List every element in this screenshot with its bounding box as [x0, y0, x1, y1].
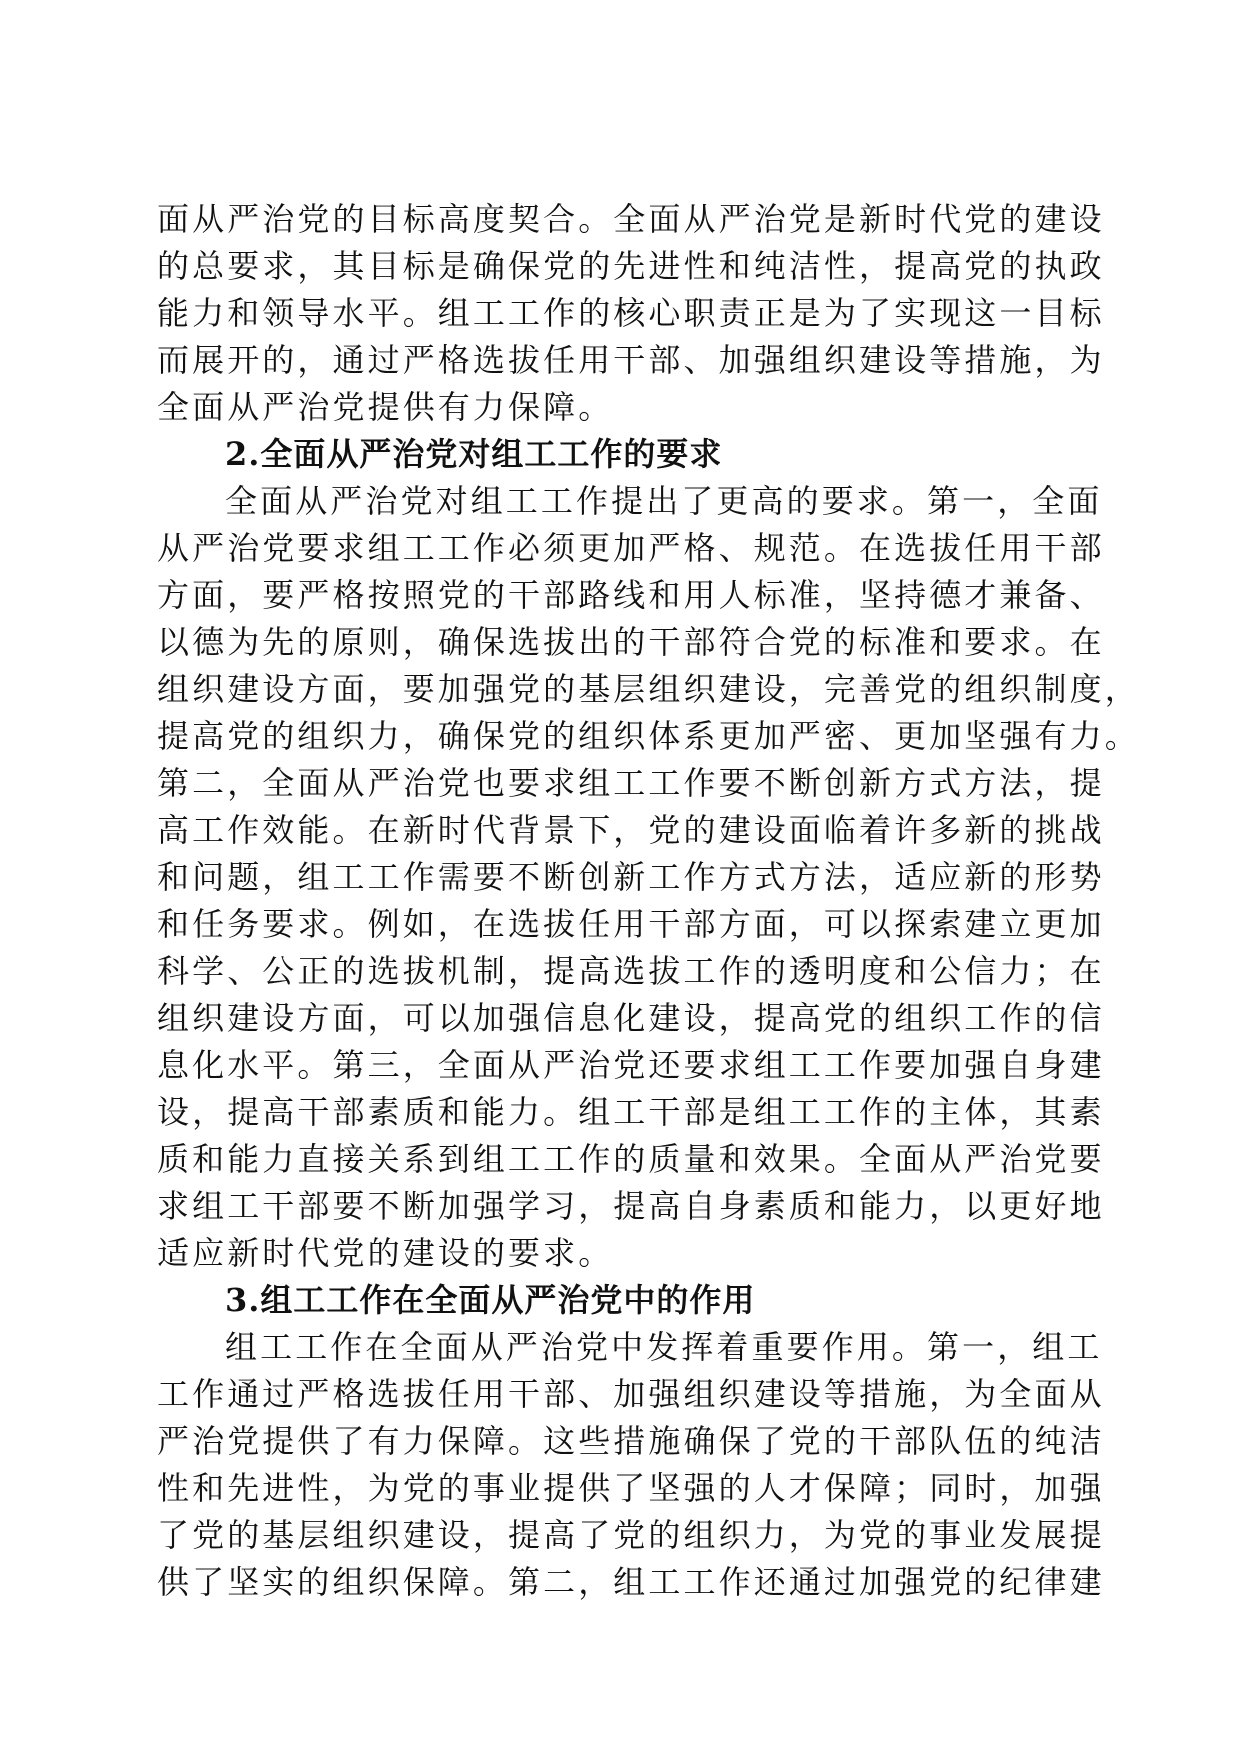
text-line: 能力和领导水平。组工工作的核心职责正是为了实现这一目标	[157, 294, 1105, 332]
text-line: 供了坚实的组织保障。第二，组工工作还通过加强党的纪律建	[157, 1563, 1105, 1601]
text-line: 和问题，组工工作需要不断创新工作方式方法，适应新的形势	[157, 858, 1105, 896]
text-line: 求组工干部要不断加强学习，提高自身素质和能力，以更好地	[157, 1187, 1105, 1225]
text-line: 全面从严治党提供有力保障。	[157, 388, 614, 426]
text-line: 工作通过严格选拔任用干部、加强组织建设等措施，为全面从	[157, 1375, 1105, 1413]
section-heading: 3.组工工作在全面从严治党中的作用	[225, 1281, 756, 1319]
text-line: 组织建设方面，可以加强信息化建设，提高党的组织工作的信	[157, 999, 1105, 1037]
text-line: 设，提高干部素质和能力。组工干部是组工工作的主体，其素	[157, 1093, 1105, 1131]
text-line: 高工作效能。在新时代背景下，党的建设面临着许多新的挑战	[157, 811, 1105, 849]
text-line: 严治党提供了有力保障。这些措施确保了党的干部队伍的纯洁	[157, 1422, 1105, 1460]
text-line: 全面从严治党对组工工作提出了更高的要求。第一，全面	[225, 482, 1103, 520]
text-line: 适应新时代党的建设的要求。	[157, 1234, 614, 1272]
text-line: 息化水平。第三，全面从严治党还要求组工工作要加强自身建	[157, 1046, 1105, 1084]
text-line: 组织建设方面，要加强党的基层组织建设，完善党的组织制度，	[157, 670, 1140, 708]
text-line: 性和先进性，为党的事业提供了坚强的人才保障；同时，加强	[157, 1469, 1105, 1507]
text-line: 方面，要严格按照党的干部路线和用人标准，坚持德才兼备、	[157, 576, 1105, 614]
text-line: 的总要求，其目标是确保党的先进性和纯洁性，提高党的执政	[157, 247, 1105, 285]
text-line: 提高党的组织力，确保党的组织体系更加严密、更加坚强有力。	[157, 717, 1140, 755]
document-body	[157, 196, 1140, 1606]
text-line: 而展开的，通过严格选拔任用干部、加强组织建设等措施，为	[157, 341, 1105, 379]
text-line: 组工工作在全面从严治党中发挥着重要作用。第一，组工	[225, 1328, 1103, 1366]
text-line: 了党的基层组织建设，提高了党的组织力，为党的事业发展提	[157, 1516, 1105, 1554]
text-line: 以德为先的原则，确保选拔出的干部符合党的标准和要求。在	[157, 623, 1105, 661]
text-line: 面从严治党的目标高度契合。全面从严治党是新时代党的建设	[157, 200, 1105, 238]
section-heading: 2.全面从严治党对组工工作的要求	[225, 435, 723, 473]
text-line: 科学、公正的选拔机制，提高选拔工作的透明度和公信力；在	[157, 952, 1105, 990]
text-line: 第二，全面从严治党也要求组工工作要不断创新方式方法，提	[157, 764, 1105, 802]
text-line: 和任务要求。例如，在选拔任用干部方面，可以探索建立更加	[157, 905, 1105, 943]
text-line: 从严治党要求组工工作必须更加严格、规范。在选拔任用干部	[157, 529, 1105, 567]
text-line: 质和能力直接关系到组工工作的质量和效果。全面从严治党要	[157, 1140, 1105, 1178]
